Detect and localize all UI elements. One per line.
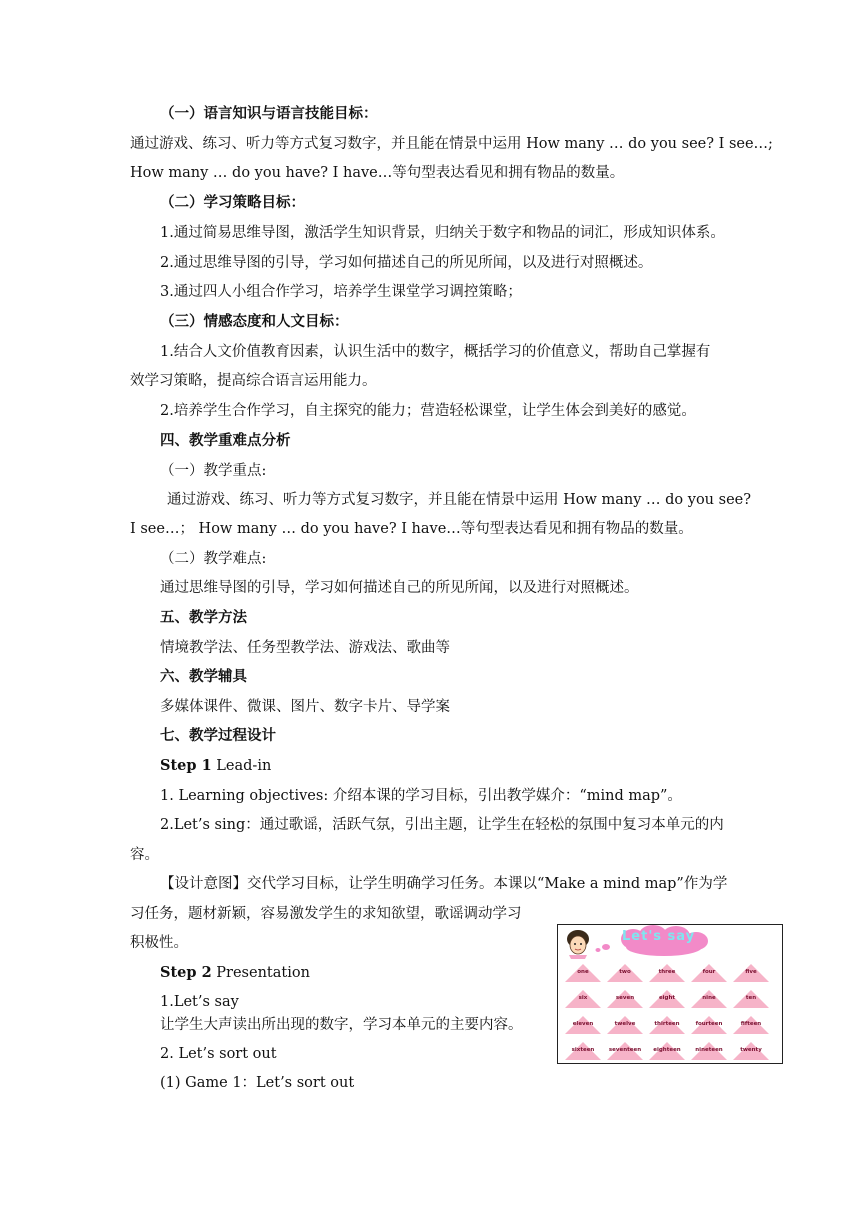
number-tile — [564, 1015, 602, 1035]
paragraph-line: 效学习策略，提高综合语言运用能力。 — [130, 373, 377, 389]
number-label: thirteen — [654, 1021, 680, 1027]
number-label: one — [577, 969, 589, 975]
paragraph-line: 容。 — [130, 847, 159, 863]
section-heading: 五、教学方法 — [160, 609, 247, 626]
number-tile — [690, 1041, 728, 1061]
number-label: twenty — [740, 1047, 762, 1053]
paragraph-line: I see…； How many … do you have? I have…等句型表达看见和拥有物品的数量。 — [130, 521, 693, 537]
number-tile — [690, 1015, 728, 1035]
paragraph-line: 2. Let’s sort out — [160, 1046, 277, 1062]
paragraph-line: 2.通过思维导图的引导，学习如何描述自己的所见所闻，以及进行对照概述。 — [160, 255, 653, 271]
paragraph-line: （二）教学难点: — [160, 551, 267, 567]
paragraph-line: 积极性。 — [130, 935, 188, 951]
number-label: eleven — [572, 1021, 594, 1027]
number-label: two — [619, 969, 631, 975]
paragraph-line: 习任务，题材新颖，容易激发学生的求知欲望，歌谣调动学习 — [130, 906, 522, 922]
section-heading: 四、教学重难点分析 — [160, 432, 291, 449]
number-tile — [690, 989, 728, 1009]
number-tile — [606, 963, 644, 983]
number-label: twelve — [614, 1021, 636, 1027]
number-label: seven — [615, 995, 635, 1001]
number-tile — [648, 1015, 686, 1035]
girl-icon — [567, 930, 589, 959]
paragraph-line: 多媒体课件、微课、图片、数字卡片、导学案 — [160, 699, 450, 715]
paragraph-line: 情境教学法、任务型教学法、游戏法、歌曲等 — [160, 640, 450, 656]
step-number: Step 1 — [160, 757, 212, 774]
paragraph-line: 2.培养学生合作学习，自主探究的能力；营造轻松课堂，让学生体会到美好的感觉。 — [160, 403, 696, 419]
number-tile — [648, 1041, 686, 1061]
step-line — [160, 756, 271, 776]
paragraph-line: （一）教学重点: — [160, 463, 267, 479]
number-label: sixteen — [571, 1047, 595, 1053]
number-tile — [690, 963, 728, 983]
lets-say-title: Let's say — [622, 929, 696, 944]
number-label: four — [702, 969, 716, 975]
paragraph-line: How many … do you have? I have…等句型表达看见和拥有物品的数量。 — [130, 165, 625, 181]
number-label: nineteen — [695, 1047, 723, 1053]
number-label: nine — [702, 995, 716, 1001]
number-tile — [564, 989, 602, 1009]
paragraph-line: 让学生大声读出所出现的数字，学习本单元的主要内容。 — [160, 1017, 523, 1033]
number-tile — [648, 989, 686, 1009]
paragraph-line: 【设计意图】交代学习目标，让学生明确学习任务。本课以“Make a mind map”作为学 — [160, 876, 728, 892]
number-tile — [648, 963, 686, 983]
paragraph-line: 通过游戏、练习、听力等方式复习数字，并且能在情景中运用 How many … do you see? I see…; — [130, 136, 773, 152]
paragraph-line: 1.结合人文价值教育因素，认识生活中的数字，概括学习的价值意义，帮助自己掌握有 — [160, 344, 711, 360]
section-heading: （三）情感态度和人文目标： — [160, 313, 349, 330]
number-label: five — [745, 969, 757, 975]
step-title: Presentation — [216, 965, 310, 981]
section-heading: （一）语言知识与语言技能目标： — [160, 105, 378, 122]
number-label: ten — [745, 995, 757, 1001]
paragraph-line: 2.Let’s sing：通过歌谣，活跃气氛，引出主题，让学生在轻松的氛围中复习本单元的内 — [160, 817, 724, 833]
number-label: eight — [658, 995, 676, 1001]
section-heading: （二）学习策略目标： — [160, 194, 305, 211]
paragraph-line: 通过思维导图的引导，学习如何描述自己的所见所闻，以及进行对照概述。 — [160, 580, 639, 596]
paragraph-line: 1.Let’s say — [160, 994, 239, 1010]
number-tile — [606, 1041, 644, 1061]
step-number: Step 2 — [160, 964, 212, 981]
number-label: three — [658, 969, 676, 975]
number-tile — [564, 1041, 602, 1061]
number-label: fifteen — [740, 1021, 762, 1027]
paragraph-line: 3.通过四人小组合作学习，培养学生课堂学习调控策略； — [160, 284, 522, 300]
number-tile — [606, 1015, 644, 1035]
section-heading: 七、教学过程设计 — [160, 727, 276, 744]
step-line — [160, 963, 310, 983]
paragraph-line: 通过游戏、练习、听力等方式复习数字，并且能在情景中运用 How many … do you see? — [167, 492, 752, 508]
number-tile — [606, 989, 644, 1009]
paragraph-line: 1.通过简易思维导图，激活学生知识背景，归纳关于数字和物品的词汇，形成知识体系。 — [160, 225, 725, 241]
number-tile — [732, 989, 770, 1009]
number-label: eighteen — [653, 1047, 681, 1053]
number-tile — [732, 1015, 770, 1035]
number-tile — [564, 963, 602, 983]
lets-say-picture — [557, 924, 783, 1064]
paragraph-line: 1. Learning objectives: 介绍本课的学习目标，引出教学媒介：“mind map”。 — [160, 788, 682, 804]
paragraph-line: (1) Game 1：Let’s sort out — [160, 1075, 355, 1091]
number-label: seventeen — [608, 1047, 642, 1053]
section-heading: 六、教学辅具 — [160, 668, 247, 685]
number-label: six — [578, 995, 588, 1001]
number-tile — [732, 963, 770, 983]
number-tile — [732, 1041, 770, 1061]
number-label: fourteen — [695, 1021, 723, 1027]
step-title: Lead-in — [216, 758, 272, 774]
